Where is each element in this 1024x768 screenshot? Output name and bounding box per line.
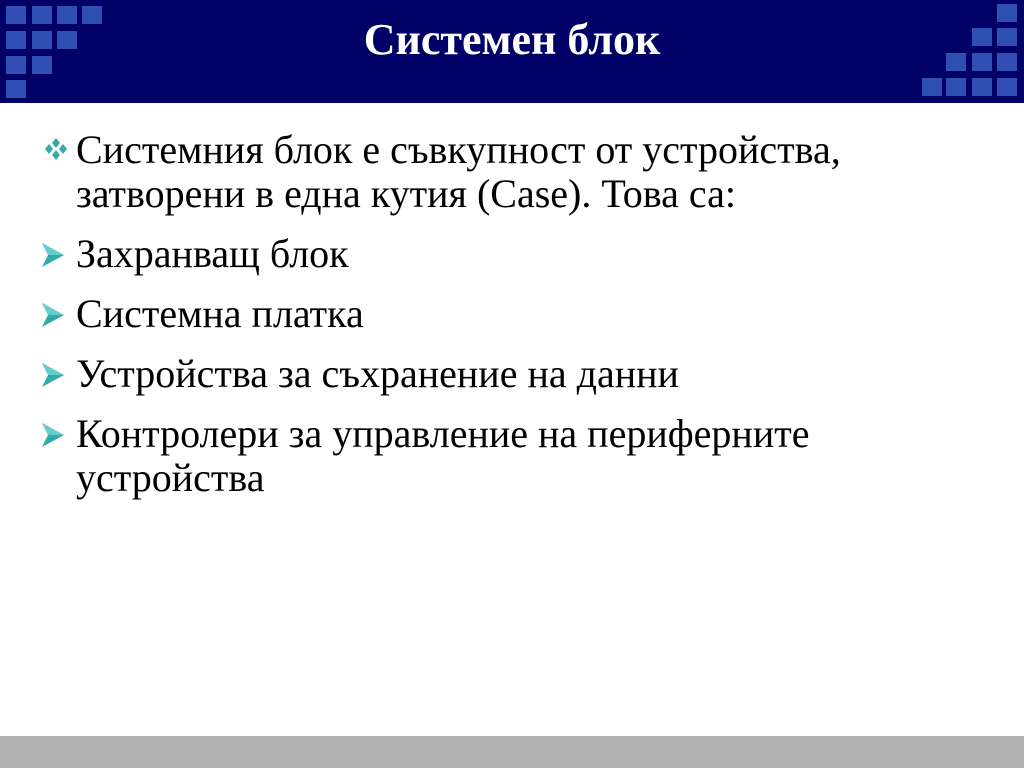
list-item-text: Захранващ блок — [76, 231, 349, 276]
bullet-list — [40, 128, 970, 516]
title-bar — [0, 0, 1024, 103]
footer-bar — [0, 736, 1024, 768]
arrow-icon — [40, 232, 74, 276]
slide-title: Системен блок — [363, 15, 661, 64]
list-item — [40, 412, 970, 500]
list-item — [40, 128, 970, 216]
list-item-text: Устройства за съхранение на данни — [76, 351, 679, 396]
list-item-text: Контролери за управление на периферните устройства — [76, 411, 810, 500]
arrow-icon — [40, 292, 74, 336]
diamond-cluster-icon — [40, 128, 74, 172]
list-item-text: Системна платка — [76, 291, 364, 336]
list-item — [40, 352, 970, 396]
arrow-icon — [40, 352, 74, 396]
list-item-text: Системния блок е съвкупност от устройства, затворени в една кутия (Case). Това са: — [76, 127, 841, 216]
list-item — [40, 292, 970, 336]
arrow-icon — [40, 412, 74, 456]
list-item — [40, 232, 970, 276]
